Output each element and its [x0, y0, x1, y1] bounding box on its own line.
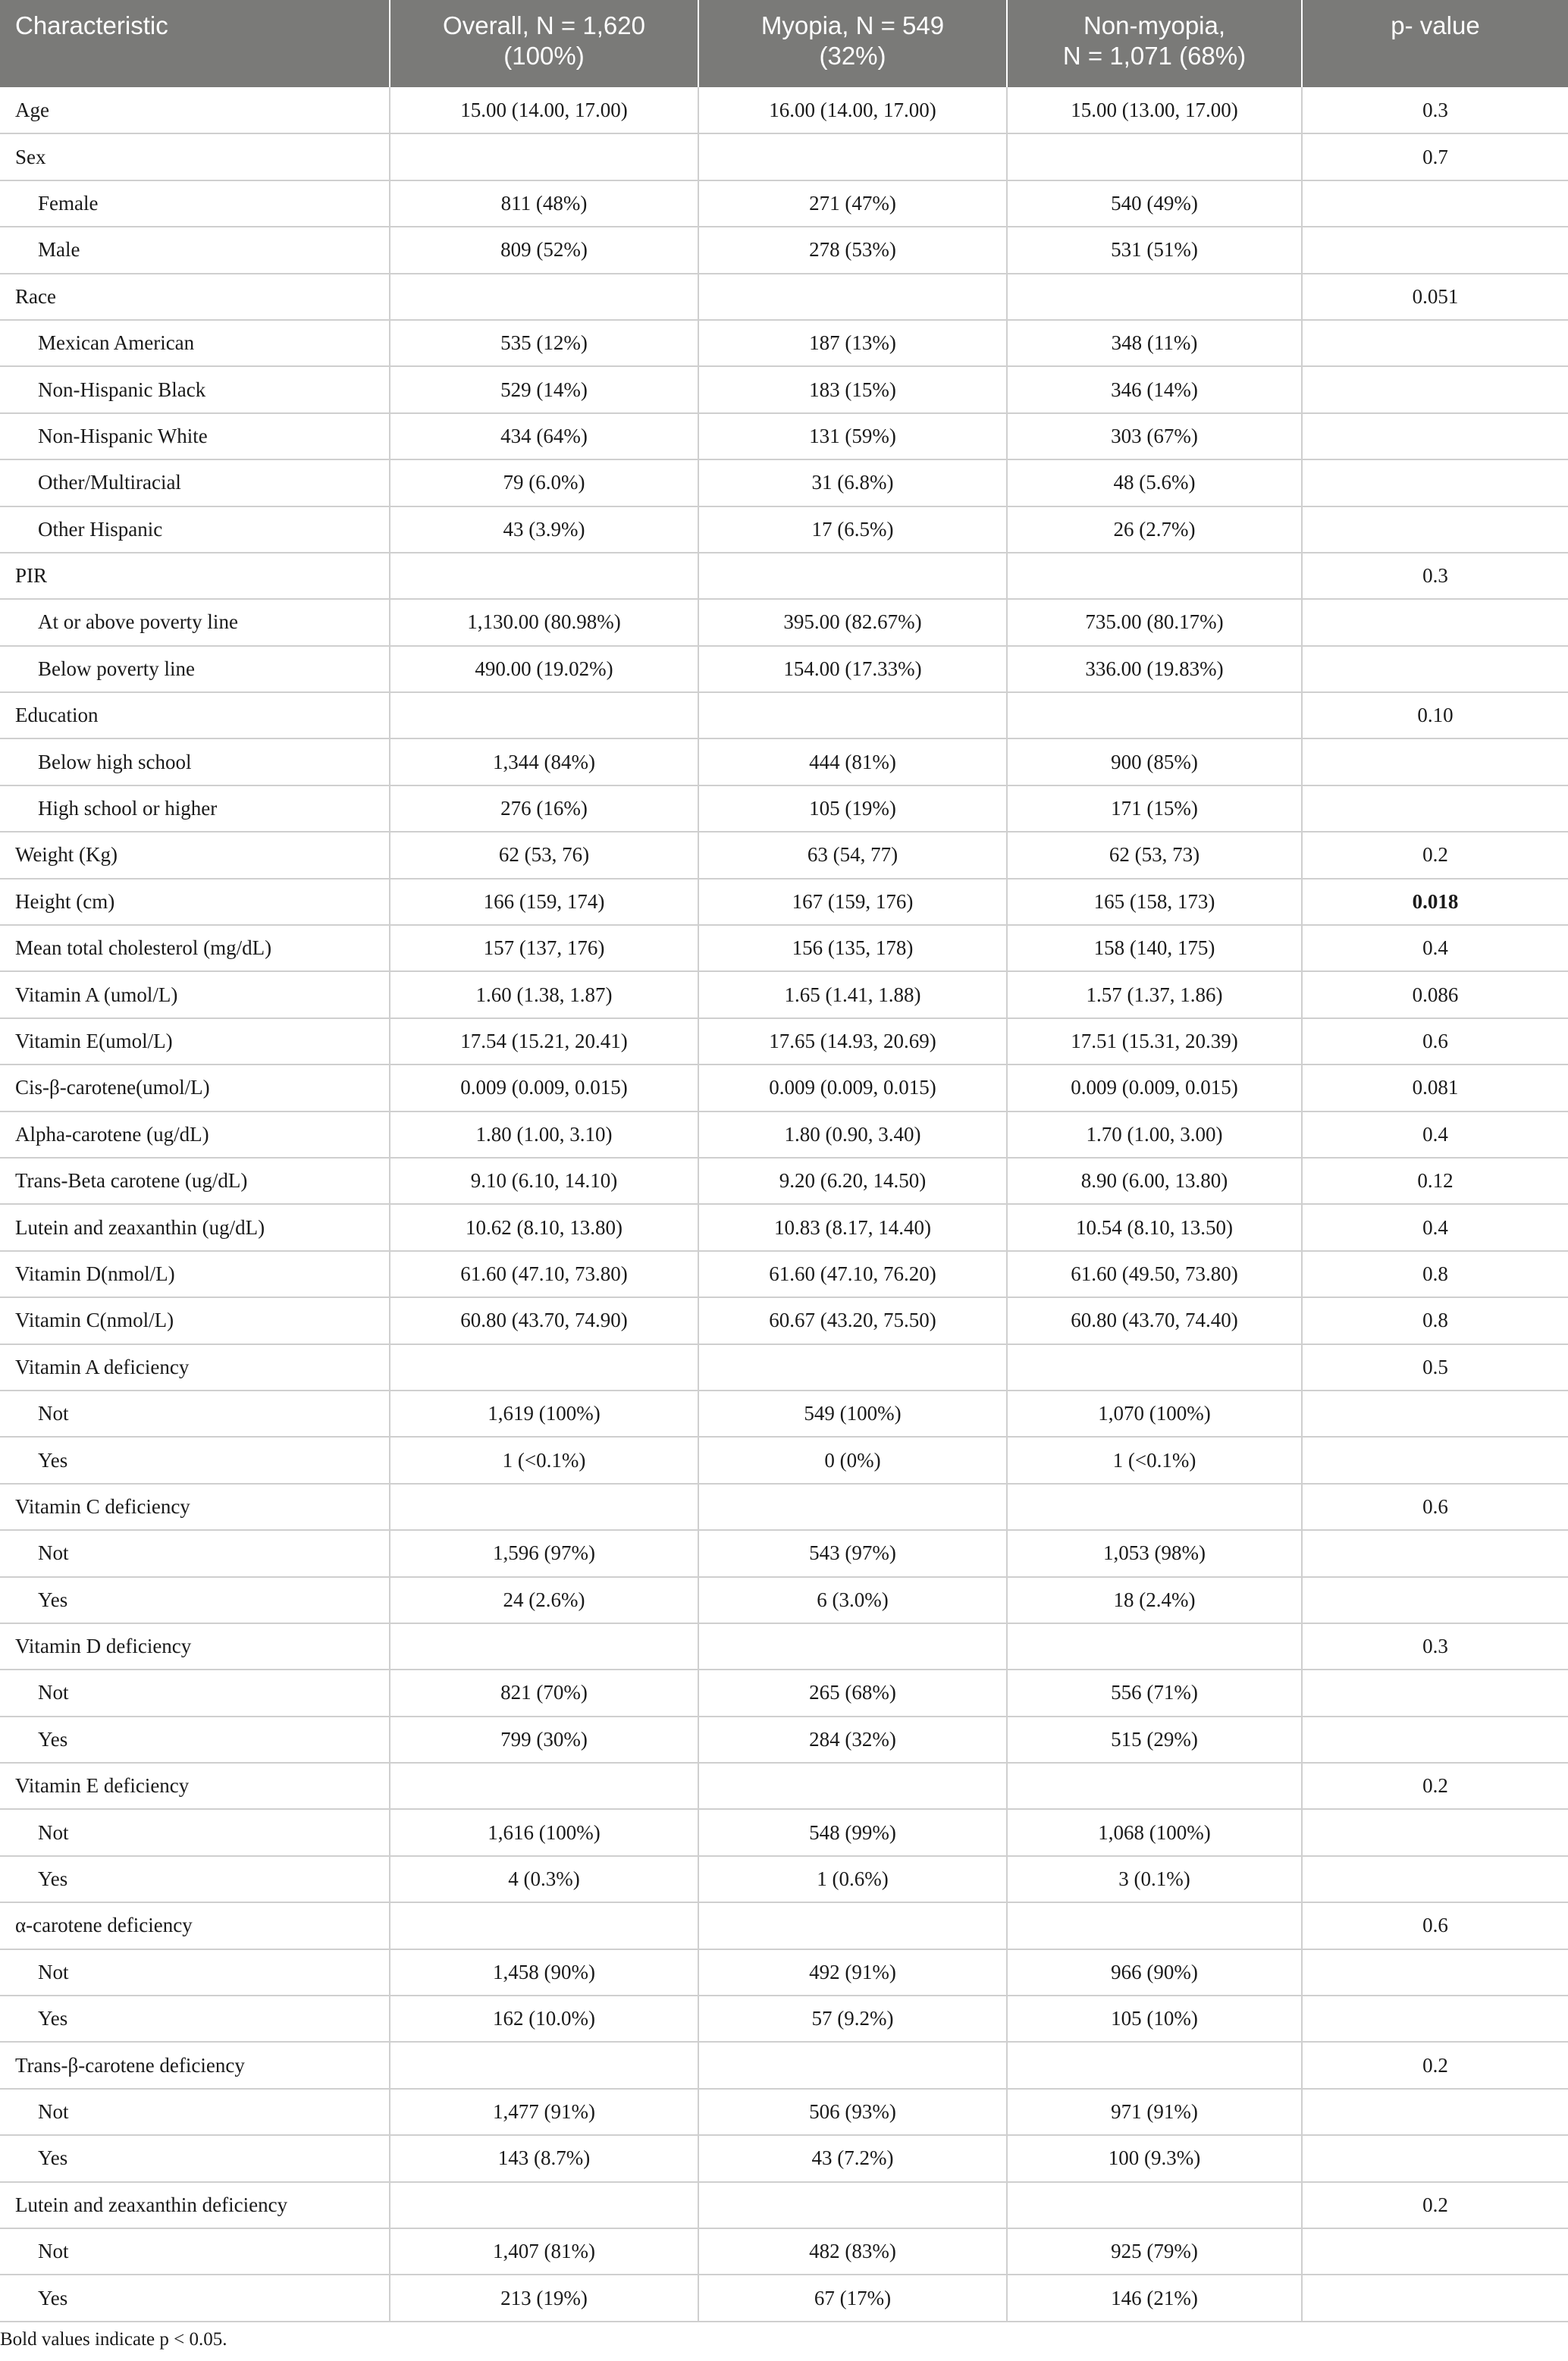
- table-row: [0, 1297, 1568, 1344]
- cell-myopia: [698, 2182, 1007, 2228]
- cell-myopia: 187 (13%): [698, 320, 1007, 366]
- table-row: [0, 274, 1568, 320]
- cell-overall: 9.10 (6.10, 14.10): [390, 1158, 698, 1204]
- row-label: Not: [0, 2228, 390, 2275]
- table-row: [0, 413, 1568, 459]
- cell-overall: 4 (0.3%): [390, 1856, 698, 1902]
- cell-p-value: 0.4: [1302, 925, 1568, 971]
- row-label: Mexican American: [0, 320, 390, 366]
- cell-myopia: 395.00 (82.67%): [698, 599, 1007, 645]
- row-label: Not: [0, 1530, 390, 1576]
- table-row: [0, 879, 1568, 925]
- cell-overall: 1 (<0.1%): [390, 1437, 698, 1483]
- cell-p-value: [1302, 459, 1568, 506]
- cell-overall: [390, 2042, 698, 2088]
- row-label: Vitamin A (umol/L): [0, 971, 390, 1017]
- table-row: [0, 925, 1568, 971]
- cell-overall: 535 (12%): [390, 320, 698, 366]
- cell-overall: [390, 274, 698, 320]
- cell-non-myopia: 158 (140, 175): [1007, 925, 1302, 971]
- cell-overall: 821 (70%): [390, 1670, 698, 1716]
- row-label: Male: [0, 227, 390, 273]
- cell-overall: 1.60 (1.38, 1.87): [390, 971, 698, 1017]
- cell-non-myopia: 61.60 (49.50, 73.80): [1007, 1251, 1302, 1297]
- row-label: Sex: [0, 133, 390, 180]
- cell-non-myopia: [1007, 133, 1302, 180]
- cell-non-myopia: 1,070 (100%): [1007, 1391, 1302, 1437]
- row-label: Vitamin C(nmol/L): [0, 1297, 390, 1344]
- cell-non-myopia: 556 (71%): [1007, 1670, 1302, 1716]
- cell-overall: [390, 1902, 698, 1949]
- row-label: Yes: [0, 1437, 390, 1483]
- table-row: [0, 1437, 1568, 1483]
- row-label: Height (cm): [0, 879, 390, 925]
- table-row: [0, 133, 1568, 180]
- row-label: Education: [0, 692, 390, 738]
- row-label: Yes: [0, 1856, 390, 1902]
- row-label: Lutein and zeaxanthin (ug/dL): [0, 1204, 390, 1250]
- footnote: Bold values indicate p < 0.05.: [0, 2329, 227, 2350]
- row-label: Not: [0, 1949, 390, 1996]
- cell-p-value: 0.6: [1302, 1018, 1568, 1064]
- cell-myopia: 167 (159, 176): [698, 879, 1007, 925]
- cell-p-value: [1302, 506, 1568, 553]
- table-row: [0, 1809, 1568, 1855]
- table-row: [0, 506, 1568, 553]
- cell-myopia: [698, 1344, 1007, 1391]
- cell-overall: [390, 1623, 698, 1670]
- cell-non-myopia: 966 (90%): [1007, 1949, 1302, 1996]
- row-label: Below poverty line: [0, 646, 390, 692]
- cell-myopia: 154.00 (17.33%): [698, 646, 1007, 692]
- cell-myopia: 1.80 (0.90, 3.40): [698, 1112, 1007, 1158]
- cell-myopia: 492 (91%): [698, 1949, 1007, 1996]
- cell-myopia: 31 (6.8%): [698, 459, 1007, 506]
- cell-non-myopia: 735.00 (80.17%): [1007, 599, 1302, 645]
- cell-myopia: 549 (100%): [698, 1391, 1007, 1437]
- cell-overall: 166 (159, 174): [390, 879, 698, 925]
- table-row: [0, 599, 1568, 645]
- cell-p-value: [1302, 599, 1568, 645]
- row-label: Vitamin E deficiency: [0, 1763, 390, 1809]
- cell-overall: 43 (3.9%): [390, 506, 698, 553]
- cell-non-myopia: 531 (51%): [1007, 227, 1302, 273]
- cell-non-myopia: 171 (15%): [1007, 785, 1302, 832]
- cell-myopia: [698, 2042, 1007, 2088]
- cell-overall: 1,477 (91%): [390, 2089, 698, 2135]
- table-row: [0, 1670, 1568, 1716]
- cell-myopia: [698, 1623, 1007, 1670]
- table-row: [0, 1996, 1568, 2042]
- row-label: Vitamin D deficiency: [0, 1623, 390, 1670]
- cell-overall: 490.00 (19.02%): [390, 646, 698, 692]
- row-label: Not: [0, 1670, 390, 1716]
- cell-myopia: 278 (53%): [698, 227, 1007, 273]
- table-row: [0, 87, 1568, 133]
- cell-myopia: [698, 133, 1007, 180]
- cell-myopia: 1 (0.6%): [698, 1856, 1007, 1902]
- cell-overall: 434 (64%): [390, 413, 698, 459]
- cell-p-value: 0.3: [1302, 1623, 1568, 1670]
- table-row: [0, 180, 1568, 227]
- cell-p-value: 0.018: [1302, 879, 1568, 925]
- cell-p-value: [1302, 2275, 1568, 2321]
- cell-non-myopia: 336.00 (19.83%): [1007, 646, 1302, 692]
- table-row: [0, 1902, 1568, 1949]
- table-row: [0, 2135, 1568, 2181]
- table-row: [0, 553, 1568, 599]
- cell-overall: 24 (2.6%): [390, 1577, 698, 1623]
- row-label: Not: [0, 1391, 390, 1437]
- table-row: [0, 1577, 1568, 1623]
- table-row: [0, 1344, 1568, 1391]
- cell-p-value: [1302, 1437, 1568, 1483]
- row-label: Yes: [0, 1577, 390, 1623]
- cell-p-value: [1302, 413, 1568, 459]
- cell-p-value: 0.3: [1302, 553, 1568, 599]
- cell-myopia: 0.009 (0.009, 0.015): [698, 1064, 1007, 1111]
- cell-p-value: 0.4: [1302, 1112, 1568, 1158]
- cell-non-myopia: 10.54 (8.10, 13.50): [1007, 1204, 1302, 1250]
- table-row: [0, 1530, 1568, 1576]
- table-row: [0, 1018, 1568, 1064]
- cell-non-myopia: 100 (9.3%): [1007, 2135, 1302, 2181]
- row-label: Age: [0, 87, 390, 133]
- cell-p-value: 0.051: [1302, 274, 1568, 320]
- cell-overall: 15.00 (14.00, 17.00): [390, 87, 698, 133]
- header-p-value: p- value: [1302, 0, 1568, 87]
- cell-p-value: 0.8: [1302, 1251, 1568, 1297]
- cell-myopia: 506 (93%): [698, 2089, 1007, 2135]
- cell-myopia: 183 (15%): [698, 366, 1007, 412]
- cell-non-myopia: [1007, 1902, 1302, 1949]
- table-row: [0, 1484, 1568, 1530]
- table-row: [0, 2182, 1568, 2228]
- cell-p-value: 0.081: [1302, 1064, 1568, 1111]
- cell-p-value: [1302, 646, 1568, 692]
- table-row: [0, 1623, 1568, 1670]
- row-label: Trans-Beta carotene (ug/dL): [0, 1158, 390, 1204]
- cell-p-value: [1302, 2135, 1568, 2181]
- cell-non-myopia: [1007, 1623, 1302, 1670]
- cell-overall: [390, 1344, 698, 1391]
- cell-overall: [390, 133, 698, 180]
- table-row: [0, 1949, 1568, 1996]
- cell-overall: [390, 692, 698, 738]
- cell-overall: 1,596 (97%): [390, 1530, 698, 1576]
- cell-myopia: 548 (99%): [698, 1809, 1007, 1855]
- row-label: Mean total cholesterol (mg/dL): [0, 925, 390, 971]
- cell-myopia: 131 (59%): [698, 413, 1007, 459]
- table-row: [0, 1251, 1568, 1297]
- table-row: [0, 1391, 1568, 1437]
- row-label: Non-Hispanic White: [0, 413, 390, 459]
- cell-overall: 1.80 (1.00, 3.10): [390, 1112, 698, 1158]
- cell-p-value: 0.2: [1302, 1763, 1568, 1809]
- cell-p-value: [1302, 320, 1568, 366]
- row-label: Vitamin C deficiency: [0, 1484, 390, 1530]
- table-row: [0, 320, 1568, 366]
- cell-non-myopia: 1,068 (100%): [1007, 1809, 1302, 1855]
- cell-non-myopia: 540 (49%): [1007, 180, 1302, 227]
- cell-overall: 213 (19%): [390, 2275, 698, 2321]
- row-label: Yes: [0, 1717, 390, 1763]
- row-label: At or above poverty line: [0, 599, 390, 645]
- cell-non-myopia: 925 (79%): [1007, 2228, 1302, 2275]
- table-row: [0, 832, 1568, 878]
- cell-non-myopia: 146 (21%): [1007, 2275, 1302, 2321]
- row-label: Below high school: [0, 738, 390, 785]
- cell-p-value: 0.6: [1302, 1484, 1568, 1530]
- cell-p-value: 0.086: [1302, 971, 1568, 1017]
- cell-myopia: [698, 274, 1007, 320]
- cell-myopia: 6 (3.0%): [698, 1577, 1007, 1623]
- cell-non-myopia: 1 (<0.1%): [1007, 1437, 1302, 1483]
- cell-myopia: 105 (19%): [698, 785, 1007, 832]
- table-row: [0, 785, 1568, 832]
- cell-non-myopia: [1007, 1763, 1302, 1809]
- cell-p-value: [1302, 1670, 1568, 1716]
- row-label: High school or higher: [0, 785, 390, 832]
- cell-non-myopia: 62 (53, 73): [1007, 832, 1302, 878]
- header-overall: Overall, N = 1,620 (100%): [390, 0, 698, 87]
- cell-p-value: 0.3: [1302, 87, 1568, 133]
- cell-p-value: [1302, 1530, 1568, 1576]
- cell-overall: [390, 1484, 698, 1530]
- cell-non-myopia: [1007, 1484, 1302, 1530]
- cell-non-myopia: 3 (0.1%): [1007, 1856, 1302, 1902]
- cell-p-value: [1302, 2228, 1568, 2275]
- cell-myopia: 9.20 (6.20, 14.50): [698, 1158, 1007, 1204]
- cell-non-myopia: 8.90 (6.00, 13.80): [1007, 1158, 1302, 1204]
- header-row: [0, 0, 1568, 87]
- cell-overall: 61.60 (47.10, 73.80): [390, 1251, 698, 1297]
- cell-p-value: 0.6: [1302, 1902, 1568, 1949]
- cell-non-myopia: 900 (85%): [1007, 738, 1302, 785]
- table-row: [0, 692, 1568, 738]
- cell-overall: 157 (137, 176): [390, 925, 698, 971]
- cell-non-myopia: 165 (158, 173): [1007, 879, 1302, 925]
- cell-p-value: [1302, 180, 1568, 227]
- cell-p-value: [1302, 1949, 1568, 1996]
- cell-non-myopia: 18 (2.4%): [1007, 1577, 1302, 1623]
- cell-non-myopia: 346 (14%): [1007, 366, 1302, 412]
- table-row: [0, 1717, 1568, 1763]
- row-label: Non-Hispanic Black: [0, 366, 390, 412]
- cell-myopia: 63 (54, 77): [698, 832, 1007, 878]
- cell-overall: 1,407 (81%): [390, 2228, 698, 2275]
- cell-overall: 1,130.00 (80.98%): [390, 599, 698, 645]
- row-label: Weight (Kg): [0, 832, 390, 878]
- cell-myopia: 1.65 (1.41, 1.88): [698, 971, 1007, 1017]
- table-row: [0, 1158, 1568, 1204]
- cell-myopia: [698, 553, 1007, 599]
- cell-myopia: 265 (68%): [698, 1670, 1007, 1716]
- cell-overall: 1,616 (100%): [390, 1809, 698, 1855]
- cell-p-value: 0.5: [1302, 1344, 1568, 1391]
- cell-overall: [390, 2182, 698, 2228]
- cell-myopia: 444 (81%): [698, 738, 1007, 785]
- cell-overall: 17.54 (15.21, 20.41): [390, 1018, 698, 1064]
- cell-non-myopia: 1.70 (1.00, 3.00): [1007, 1112, 1302, 1158]
- row-label: Alpha-carotene (ug/dL): [0, 1112, 390, 1158]
- cell-non-myopia: [1007, 2042, 1302, 2088]
- cell-myopia: 10.83 (8.17, 14.40): [698, 1204, 1007, 1250]
- cell-p-value: [1302, 738, 1568, 785]
- cell-myopia: 17 (6.5%): [698, 506, 1007, 553]
- cell-myopia: 17.65 (14.93, 20.69): [698, 1018, 1007, 1064]
- row-label: Cis-β-carotene(umol/L): [0, 1064, 390, 1111]
- cell-overall: 799 (30%): [390, 1717, 698, 1763]
- row-label: Vitamin D(nmol/L): [0, 1251, 390, 1297]
- row-label: Yes: [0, 2275, 390, 2321]
- cell-overall: 811 (48%): [390, 180, 698, 227]
- cell-overall: 276 (16%): [390, 785, 698, 832]
- cell-non-myopia: 1.57 (1.37, 1.86): [1007, 971, 1302, 1017]
- cell-p-value: 0.10: [1302, 692, 1568, 738]
- cell-myopia: [698, 1763, 1007, 1809]
- cell-myopia: 284 (32%): [698, 1717, 1007, 1763]
- cell-non-myopia: 48 (5.6%): [1007, 459, 1302, 506]
- row-label: α-carotene deficiency: [0, 1902, 390, 1949]
- cell-myopia: [698, 1902, 1007, 1949]
- row-label: Race: [0, 274, 390, 320]
- cell-overall: [390, 1763, 698, 1809]
- cell-non-myopia: 1,053 (98%): [1007, 1530, 1302, 1576]
- table-row: [0, 2089, 1568, 2135]
- cell-non-myopia: [1007, 1344, 1302, 1391]
- cell-overall: 60.80 (43.70, 74.90): [390, 1297, 698, 1344]
- cell-overall: 809 (52%): [390, 227, 698, 273]
- cell-p-value: 0.2: [1302, 2042, 1568, 2088]
- cell-non-myopia: 348 (11%): [1007, 320, 1302, 366]
- cell-myopia: 43 (7.2%): [698, 2135, 1007, 2181]
- cell-overall: 62 (53, 76): [390, 832, 698, 878]
- cell-non-myopia: 105 (10%): [1007, 1996, 1302, 2042]
- table-row: [0, 2228, 1568, 2275]
- cell-non-myopia: 303 (67%): [1007, 413, 1302, 459]
- table-row: [0, 227, 1568, 273]
- cell-overall: 79 (6.0%): [390, 459, 698, 506]
- cell-overall: 529 (14%): [390, 366, 698, 412]
- cell-myopia: 67 (17%): [698, 2275, 1007, 2321]
- row-label: Not: [0, 2089, 390, 2135]
- cell-non-myopia: 60.80 (43.70, 74.40): [1007, 1297, 1302, 1344]
- row-label: Yes: [0, 1996, 390, 2042]
- cell-p-value: 0.7: [1302, 133, 1568, 180]
- header-non-myopia: Non-myopia, N = 1,071 (68%): [1007, 0, 1302, 87]
- cell-non-myopia: 26 (2.7%): [1007, 506, 1302, 553]
- cell-p-value: [1302, 785, 1568, 832]
- table-row: [0, 2042, 1568, 2088]
- cell-non-myopia: 15.00 (13.00, 17.00): [1007, 87, 1302, 133]
- cell-myopia: 16.00 (14.00, 17.00): [698, 87, 1007, 133]
- table-row: [0, 738, 1568, 785]
- cell-myopia: 60.67 (43.20, 75.50): [698, 1297, 1007, 1344]
- cell-non-myopia: 515 (29%): [1007, 1717, 1302, 1763]
- cell-p-value: [1302, 1577, 1568, 1623]
- row-label: Other/Multiracial: [0, 459, 390, 506]
- table-row: [0, 1856, 1568, 1902]
- table-row: [0, 1204, 1568, 1250]
- row-label: Female: [0, 180, 390, 227]
- cell-non-myopia: [1007, 553, 1302, 599]
- cell-p-value: [1302, 1996, 1568, 2042]
- cell-overall: 1,619 (100%): [390, 1391, 698, 1437]
- cell-non-myopia: [1007, 274, 1302, 320]
- cell-myopia: 271 (47%): [698, 180, 1007, 227]
- cell-myopia: 57 (9.2%): [698, 1996, 1007, 2042]
- cell-overall: 0.009 (0.009, 0.015): [390, 1064, 698, 1111]
- table-row: [0, 971, 1568, 1017]
- cell-overall: 1,458 (90%): [390, 1949, 698, 1996]
- table-row: [0, 646, 1568, 692]
- cell-myopia: 482 (83%): [698, 2228, 1007, 2275]
- cell-overall: 162 (10.0%): [390, 1996, 698, 2042]
- cell-p-value: [1302, 1391, 1568, 1437]
- cell-non-myopia: 971 (91%): [1007, 2089, 1302, 2135]
- cell-overall: [390, 553, 698, 599]
- cell-myopia: 0 (0%): [698, 1437, 1007, 1483]
- cell-p-value: [1302, 1717, 1568, 1763]
- cell-non-myopia: [1007, 2182, 1302, 2228]
- row-label: Yes: [0, 2135, 390, 2181]
- cell-p-value: [1302, 2089, 1568, 2135]
- table-row: [0, 1763, 1568, 1809]
- cell-p-value: 0.8: [1302, 1297, 1568, 1344]
- row-label: Vitamin A deficiency: [0, 1344, 390, 1391]
- cell-p-value: [1302, 366, 1568, 412]
- row-label: Vitamin E(umol/L): [0, 1018, 390, 1064]
- cell-non-myopia: 17.51 (15.31, 20.39): [1007, 1018, 1302, 1064]
- cell-myopia: 156 (135, 178): [698, 925, 1007, 971]
- cell-p-value: 0.4: [1302, 1204, 1568, 1250]
- cell-overall: 10.62 (8.10, 13.80): [390, 1204, 698, 1250]
- header-myopia: Myopia, N = 549 (32%): [698, 0, 1007, 87]
- cell-myopia: [698, 1484, 1007, 1530]
- cell-overall: 143 (8.7%): [390, 2135, 698, 2181]
- cell-myopia: 543 (97%): [698, 1530, 1007, 1576]
- table-row: [0, 2275, 1568, 2321]
- cell-p-value: [1302, 1856, 1568, 1902]
- cell-non-myopia: [1007, 692, 1302, 738]
- cell-overall: 1,344 (84%): [390, 738, 698, 785]
- header-characteristic: Characteristic: [0, 0, 390, 87]
- row-label: Not: [0, 1809, 390, 1855]
- cell-myopia: [698, 692, 1007, 738]
- cell-p-value: [1302, 227, 1568, 273]
- cell-myopia: 61.60 (47.10, 76.20): [698, 1251, 1007, 1297]
- cell-p-value: [1302, 1809, 1568, 1855]
- table-row: [0, 459, 1568, 506]
- cell-p-value: 0.12: [1302, 1158, 1568, 1204]
- row-label: PIR: [0, 553, 390, 599]
- row-label: Trans-β-carotene deficiency: [0, 2042, 390, 2088]
- row-label: Lutein and zeaxanthin deficiency: [0, 2182, 390, 2228]
- table-row: [0, 1112, 1568, 1158]
- cell-p-value: 0.2: [1302, 832, 1568, 878]
- table-body: [0, 87, 1568, 2322]
- table-row: [0, 366, 1568, 412]
- row-label: Other Hispanic: [0, 506, 390, 553]
- cell-non-myopia: 0.009 (0.009, 0.015): [1007, 1064, 1302, 1111]
- table-row: [0, 1064, 1568, 1111]
- cell-p-value: 0.2: [1302, 2182, 1568, 2228]
